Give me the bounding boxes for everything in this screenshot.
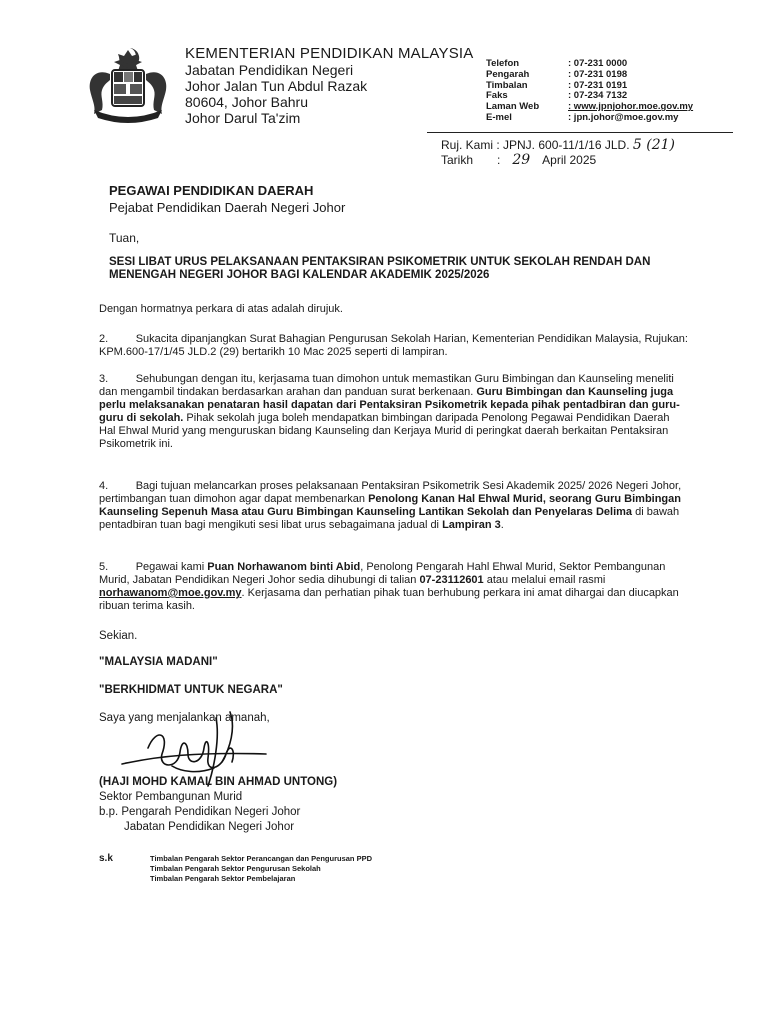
cc-item: Timbalan Pengarah Sektor Pembelajaran [150,874,296,883]
paragraph-text: Sehubungan dengan itu, kerjasama tuan dimohon untuk memastikan Guru Bimbingan dan Kaunseling meneliti dan mengambil tindakan berdasarkan arahan dan panduan surat berkenaan. [99,373,674,398]
website-link[interactable]: : www.jpnjohor.moe.gov.my [568,101,694,113]
letter-date [441,152,596,168]
cc-list [150,854,372,884]
letterhead-organization [185,46,473,126]
officer-name: Puan Norhawanom binti Abid [207,561,361,573]
date-day-handwritten: 29 [512,152,531,168]
closing-trust: Saya yang menjalankan amanah, [99,712,270,724]
paragraph-number: 5. [99,561,109,573]
paragraph-5 [99,561,689,613]
email-value: : jpn.johor@moe.gov.my [568,111,679,123]
paragraph-number: 3. [99,373,109,385]
date-label: Tarikh [441,153,474,167]
signatory-name: (HAJI MOHD KAMAL BIN AHMAD UNTONG) [99,776,338,788]
officer-phone: 07-23112601 [419,574,484,586]
letter-subject: SESI LIBAT URUS PELAKSANAAN PENTAKSIRAN PSIKOMETRIK UNTUK SEKOLAH RENDAH DAN MENENGAH NEGERI JOHOR BAGI KALENDAR AKADEMIK 2025/2026 [109,256,651,281]
reference-number [441,138,675,152]
contact-value: : 07-234 7132 [568,90,628,102]
intro-paragraph: Dengan hormatnya perkara di atas adalah dirujuk. [99,303,343,315]
paragraph-text: Sukacita dipanjangkan Surat Bahagian Pengurusan Sekolah Harian, Kementerian Pendidikan Malaysia, Rujukan: KPM.600-17/1/45 JLD.2 (29) bertarikh 10 Mac 2025 seperti di lampiran. [99,333,688,358]
recipient-office: Pejabat Pendidikan Daerah Negeri Johor [109,200,346,215]
signatory-role-1: Sektor Pembangunan Murid [99,791,243,803]
contact-value: : 07-231 0198 [568,68,628,80]
contact-label: E-mel [486,111,512,123]
address-line-3: Johor Darul Ta'zim [185,110,301,126]
paragraph-text: di bawah pentadbiran tuan bagi mengikuti sesi libat urus sebagaimana jadual di [99,506,680,531]
cc-label: s.k [99,853,113,864]
contact-label: Faks [486,90,508,102]
contact-label: Pengarah [486,68,530,80]
salutation: Tuan, [109,231,140,245]
paragraph-text: , Penolong Pengarah Hahl Ehwal Murid, Sektor Pembangunan Murid, Jabatan Pendidikan Negeri Johor sedia dihubungi di talian [99,561,666,586]
cc-item: Timbalan Pengarah Sektor Pengurusan Sekolah [150,864,321,873]
paragraph-text: Bagi tujuan melancarkan proses pelaksanaan Pentaksiran Psikometrik Sesi Akademik 2025/ 2026 Negeri Johor, pertimbangan tuan dimohon agar dapat membenarkan [99,480,682,505]
paragraph-2 [99,333,689,359]
contact-value: : 07-231 0191 [568,79,628,91]
signatory-role-2: b.p. Pengarah Pendidikan Negeri Johor [99,806,301,818]
officer-email-link[interactable]: norhawanom@moe.gov.my [99,587,242,599]
header-divider [427,132,733,133]
motto-berkhidmat: "BERKHIDMAT UNTUK NEGARA" [99,684,283,696]
contact-label: Laman Web [486,101,540,113]
ministry-name: KEMENTERIAN PENDIDIKAN MALAYSIA [185,45,474,62]
attachment-reference: Lampiran 3 [442,519,501,531]
motto-malaysia-madani: "MALAYSIA MADANI" [99,656,218,668]
coat-of-arms-logo [80,44,176,126]
reference-handwritten: 5 (21) [632,137,675,153]
contact-row [486,113,693,124]
paragraph-bold-text: Penolong Kanan Hal Ehwal Murid, seorang Guru Bimbingan Kaunseling Sepenuh Masa atau Guru Bimbingan Kaunseling Lantikan Sekolah dan Penyelaras Delima [99,493,681,518]
paragraph-number: 4. [99,480,109,492]
reference-label: Ruj. Kami : JPNJ. 600-11/1/16 JLD. [441,138,630,152]
contact-row [486,70,693,81]
paragraph-4 [99,480,689,532]
address-line-2: 80604, Johor Bahru [185,94,308,110]
contact-details [486,59,693,124]
closing-sekian: Sekian. [99,630,138,642]
contact-label: Telefon [486,58,520,69]
paragraph-text: Pihak sekolah juga boleh mendapatkan bimbingan daripada Penolong Pegawai Pendidikan Daerah Hal Ehwal Murid yang menguruskan bidang Kaunseling dan Kerjaya Murid di peringkat daerah berkaitan Pentaksiran Psikometrik ini. [99,412,670,450]
contact-value: : 07-231 0000 [568,58,628,69]
paragraph-text: . [500,519,504,531]
paragraph-text: . Kerjasama dan perhatian pihak tuan berhubung perkara ini amat dihargai dan diucapkan ribuan terima kasih. [99,587,679,612]
signatory-role-3: Jabatan Pendidikan Negeri Johor [124,821,295,833]
paragraph-text: Pegawai kami [135,561,205,573]
paragraph-bold-text: Guru Bimbingan dan Kaunseling juga perlu melaksanakan penataran hasil dapatan dari Pentaksiran Psikometrik kepada pihak pentadbiran dan guru-guru di sekolah. [99,386,680,424]
paragraph-text: atau melalui email rasmi [486,574,606,586]
paragraph-3 [99,373,689,451]
paragraph-number: 2. [99,333,109,345]
cc-item: Timbalan Pengarah Sektor Perancangan dan Pengurusan PPD [150,854,373,863]
department-name: Jabatan Pendidikan Negeri [185,62,354,78]
date-colon: : [497,153,501,167]
date-month-year: April 2025 [542,153,597,167]
recipient-title: PEGAWAI PENDIDIKAN DAERAH [109,183,314,198]
contact-label: Timbalan [486,79,528,91]
address-line-1: Johor Jalan Tun Abdul Razak [185,78,368,94]
